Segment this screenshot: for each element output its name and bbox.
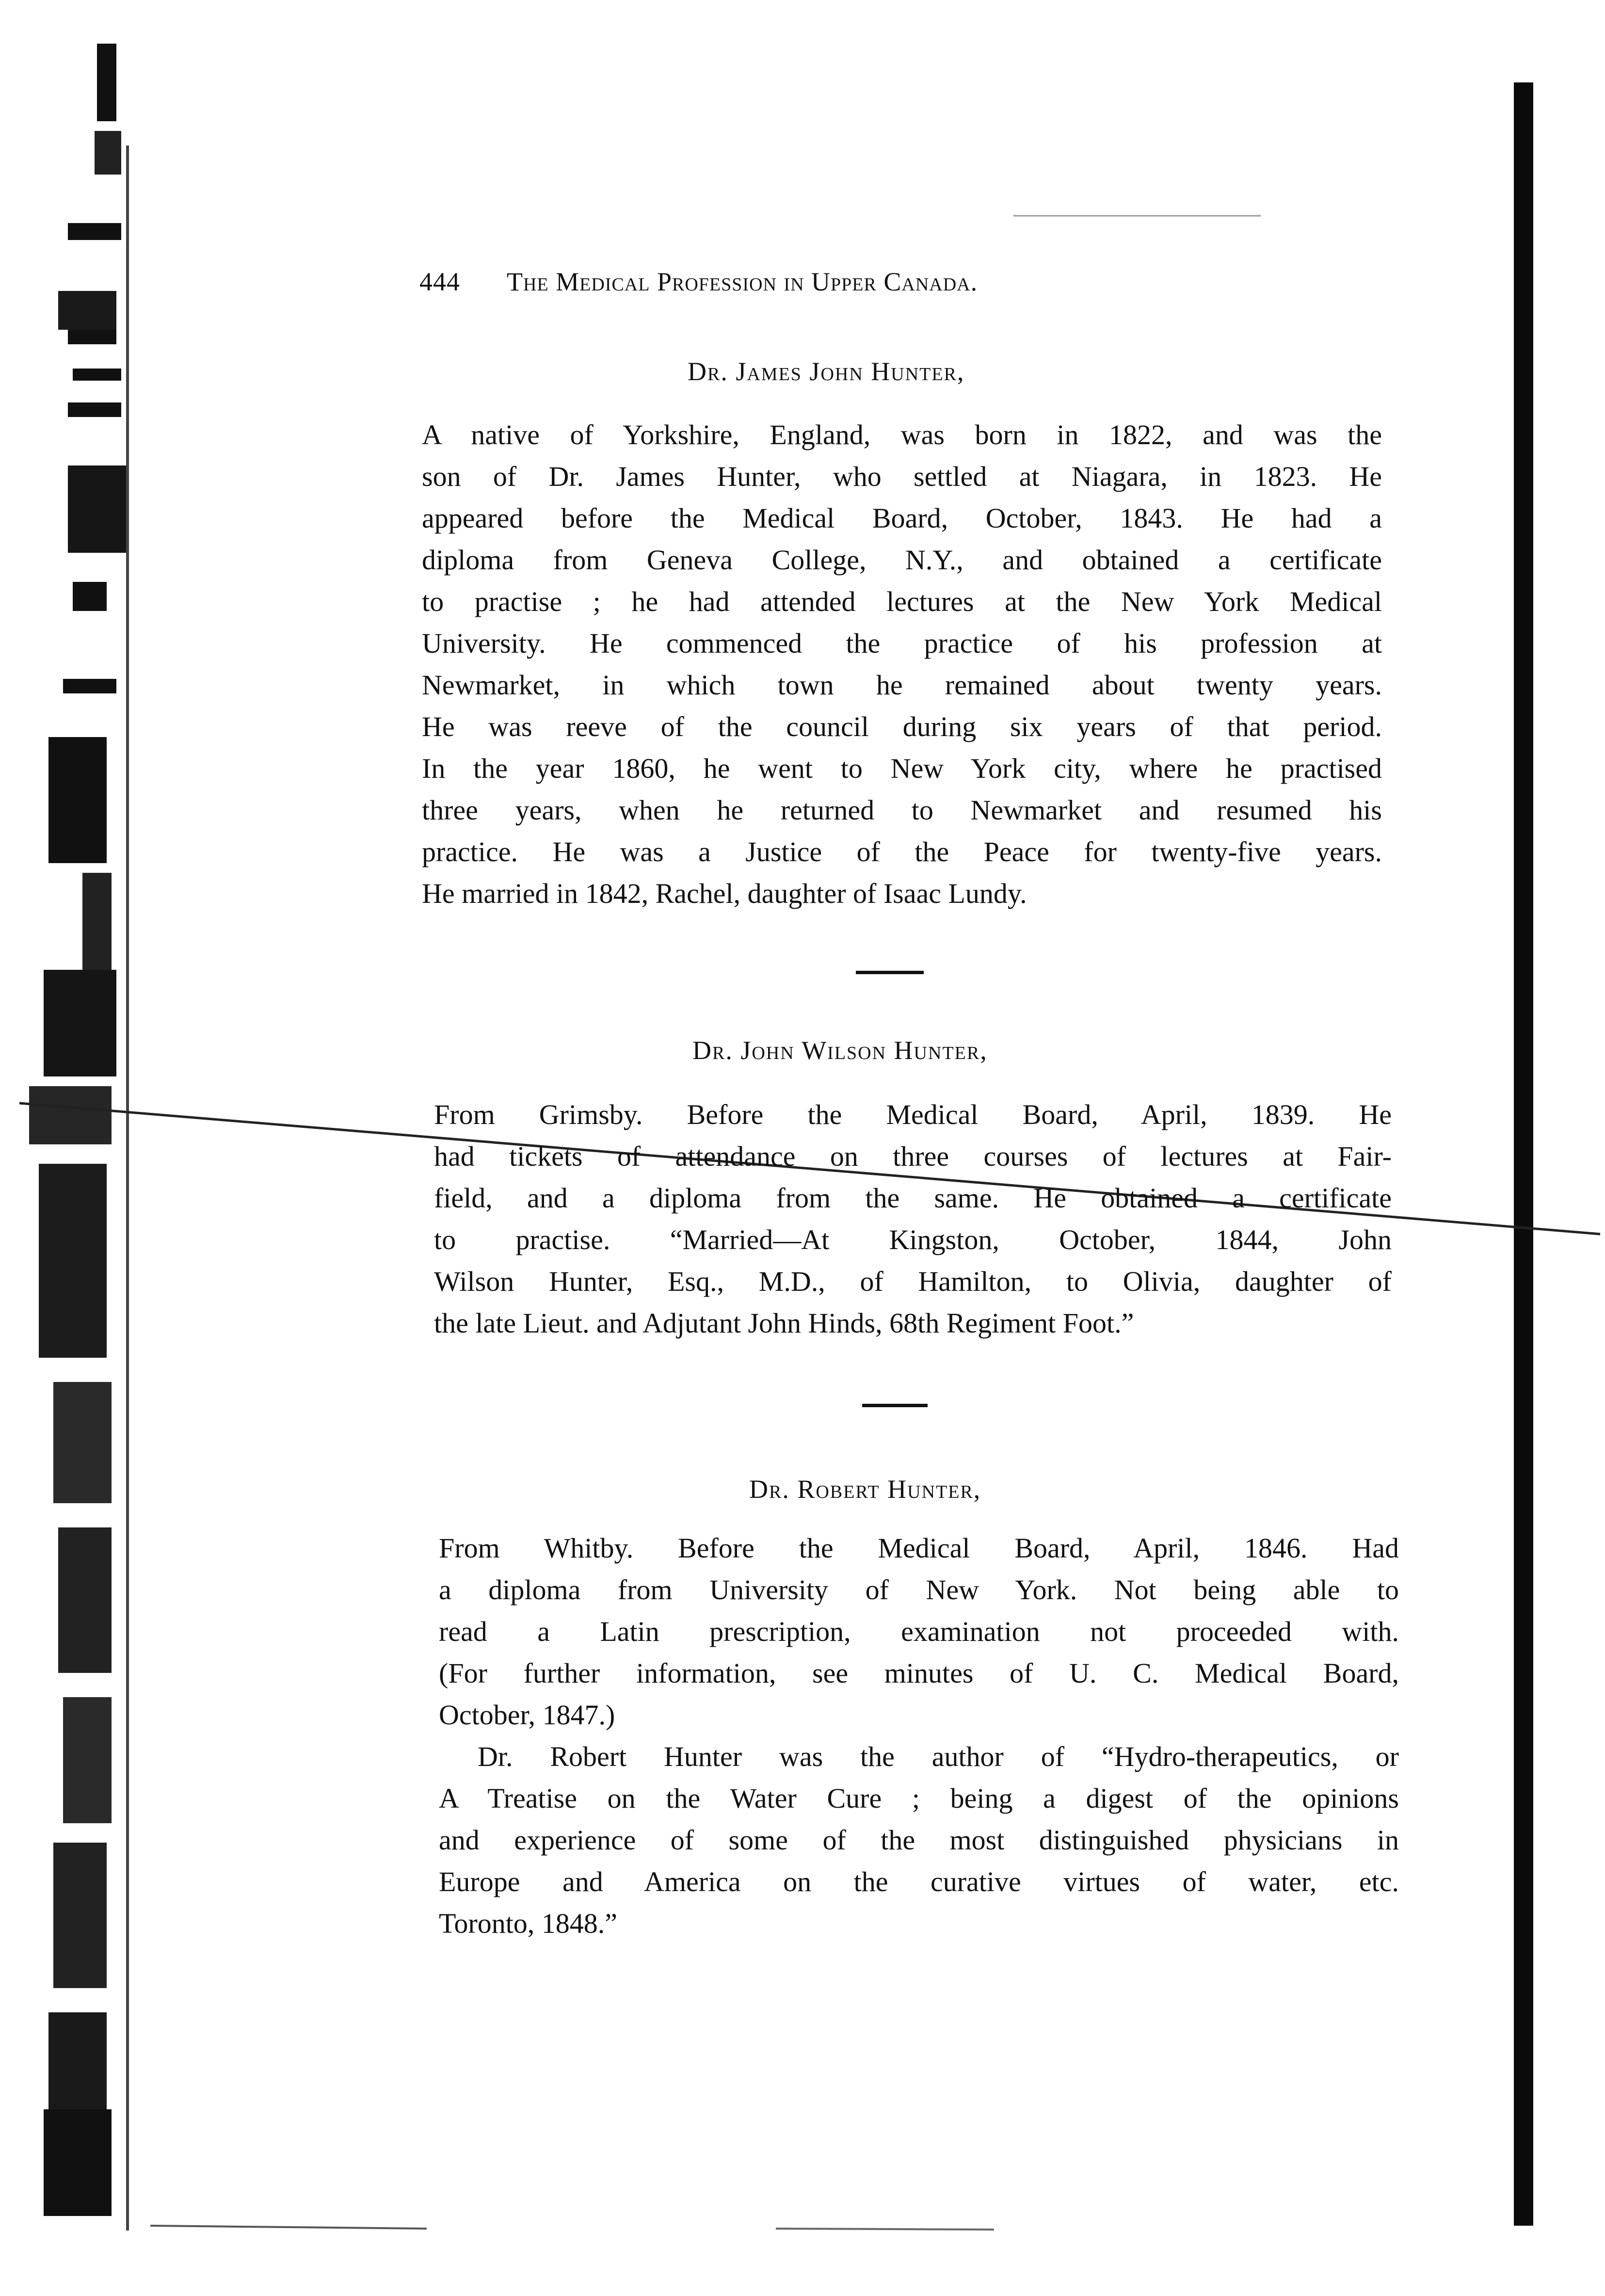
text-line: A native of Yorkshire, England, was born in 1822, and was the — [422, 419, 1382, 450]
entry-heading-robert-hunter: Dr. Robert Hunter, — [749, 1475, 981, 1504]
text-line: University. He commenced the practice of his profession at — [422, 627, 1382, 659]
text-line: A Treatise on the Water Cure ; being a digest of the opinions — [439, 1782, 1399, 1814]
text-line: to practise. “Married—At Kingston, October, 1844, John — [434, 1224, 1392, 1255]
text-line: diploma from Geneva College, N.Y., and obtained a certificate — [422, 544, 1382, 576]
section-divider-rule — [862, 1404, 928, 1407]
text-line: and experience of some of the most distinguished physicians in — [439, 1824, 1399, 1856]
entry-heading-james-john-hunter: Dr. James John Hunter, — [688, 357, 965, 386]
text-line: In the year 1860, he went to New York city, where he practised — [422, 753, 1382, 784]
page-number: 444 — [419, 267, 460, 296]
entry-paragraph-robert-hunter-2 — [439, 1736, 1399, 1944]
text-line: October, 1847.) — [439, 1699, 615, 1731]
text-line: From Grimsby. Before the Medical Board, April, 1839. He — [434, 1099, 1392, 1130]
text-line: From Whitby. Before the Medical Board, April, 1846. Had — [439, 1532, 1399, 1564]
entry-paragraph-robert-hunter-1 — [439, 1527, 1399, 1736]
text-line: three years, when he returned to Newmarket and resumed his — [422, 794, 1382, 826]
text-line: (For further information, see minutes of U. C. Medical Board, — [439, 1657, 1399, 1689]
text-line: son of Dr. James Hunter, who settled at Niagara, in 1823. He — [422, 461, 1382, 492]
entry-heading-john-wilson-hunter: Dr. John Wilson Hunter, — [692, 1036, 988, 1065]
text-line: He married in 1842, Rachel, daughter of Isaac Lundy. — [422, 878, 1027, 909]
running-head — [419, 267, 1292, 305]
text-line: field, and a diploma from the same. He obtained a certificate — [434, 1182, 1392, 1214]
text-line: practice. He was a Justice of the Peace for twenty-five years. — [422, 836, 1382, 867]
text-line: Wilson Hunter, Esq., M.D., of Hamilton, to Olivia, daughter of — [434, 1266, 1392, 1297]
entry-paragraph-john-wilson-hunter — [434, 1094, 1392, 1344]
text-line: Europe and America on the curative virtues of water, etc. — [439, 1866, 1399, 1897]
text-line: read a Latin prescription, examination not proceeded with. — [439, 1616, 1399, 1647]
text-line: Toronto, 1848.” — [439, 1908, 618, 1939]
text-line: Dr. Robert Hunter was the author of “Hydro-therapeutics, or — [478, 1741, 1399, 1772]
entry-paragraph-james-john-hunter — [422, 414, 1382, 915]
text-line: He was reeve of the council during six years of that period. — [422, 711, 1382, 742]
text-line: had tickets of attendance on three courses of lectures at Fair- — [434, 1140, 1392, 1172]
running-head-title: The Medical Profession in Upper Canada. — [507, 267, 978, 296]
text-line: the late Lieut. and Adjutant John Hinds, 68th Regiment Foot.” — [434, 1307, 1134, 1339]
text-line: a diploma from University of New York. Not being able to — [439, 1574, 1399, 1606]
text-line: to practise ; he had attended lectures at the New York Medical — [422, 586, 1382, 617]
text-line: appeared before the Medical Board, October, 1843. He had a — [422, 502, 1382, 534]
section-divider-rule — [856, 971, 924, 974]
text-line: Newmarket, in which town he remained about twenty years. — [422, 669, 1382, 701]
